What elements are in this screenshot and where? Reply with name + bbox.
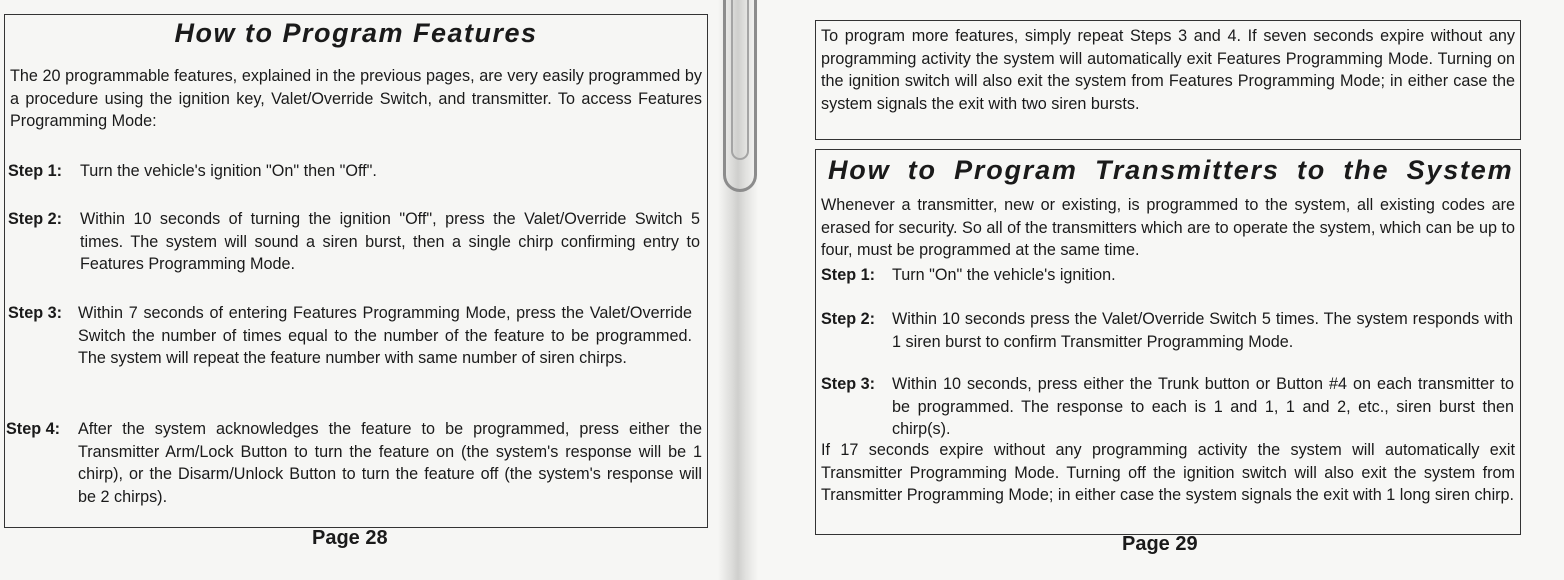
right-closing: If 17 seconds expire without any programming activity the system will automatically exit Transmitter Programming Mode. Turning off the ignition switch will also exit the system from Transmitter Programming Mode; in either case the system signals the exit with 1 long siren chirp. xyxy=(821,441,1515,505)
step-label: Step 1: xyxy=(8,162,62,180)
step-label: Step 3: xyxy=(821,375,875,393)
paper-clip-inner-icon xyxy=(731,0,749,160)
step-label: Step 1: xyxy=(821,266,875,284)
step-label: Step 2: xyxy=(8,210,62,228)
step-text: Turn the vehicle's ignition "On" then "Off". xyxy=(80,162,377,180)
left-page-number: Page 28 xyxy=(312,527,388,549)
left-intro: The 20 programmable features, explained in the previous pages, are very easily programmed by a procedure using the ignition key, Valet/Override Switch, and transmitter. To access Features Programming Mode: xyxy=(10,67,702,131)
step-text: Within 7 seconds of entering Features Programming Mode, press the Valet/Override Switch the number of times equal to the number of the feature to be programmed. The system will repeat the feature number with same number of siren chirps. xyxy=(78,304,692,368)
step-text: Turn "On" the vehicle's ignition. xyxy=(892,266,1116,284)
left-page-title: How to Program Features xyxy=(174,18,538,48)
step-label: Step 3: xyxy=(8,304,62,322)
right-intro: Whenever a transmitter, new or existing, is programmed to the system, all existing codes are erased for security. So all of the transmitters which are to operate the system, which can be up to four, must be programmed at the same time. xyxy=(821,196,1515,260)
right-page-title: How to Program Transmitters to the System xyxy=(828,155,1514,185)
step-label: Step 4: xyxy=(6,420,60,438)
step-label: Step 2: xyxy=(821,310,875,328)
step-text: Within 10 seconds of turning the ignition "Off", press the Valet/Override Switch 5 times. The system will sound a siren burst, then a single chirp confirming entry to Features Programming Mode. xyxy=(80,210,700,274)
step-text: After the system acknowledges the feature to be programmed, press either the Transmitter Arm/Lock Button to turn the feature on (the system's response will be 1 chirp), or the Disarm/Unlock Button to turn the feature off (the system's response will be 2 chirps). xyxy=(78,420,702,506)
right-top-text: To program more features, simply repeat Steps 3 and 4. If seven seconds expire without any programming activity the system will automatically exit Features Programming Mode. Turning on the ignition switch will also exit the system from Features Programming Mode; in either case the system signals the exit with two siren bursts. xyxy=(821,27,1515,113)
step-text: Within 10 seconds press the Valet/Override Switch 5 times. The system responds with 1 siren burst to confirm Transmitter Programming Mode. xyxy=(892,310,1513,351)
right-page-number: Page 29 xyxy=(1122,533,1198,555)
step-text: Within 10 seconds, press either the Trunk button or Button #4 on each transmitter to be programmed. The response to each is 1 and 1, 1 and 2, etc., siren burst then chirp(s). xyxy=(892,375,1514,439)
